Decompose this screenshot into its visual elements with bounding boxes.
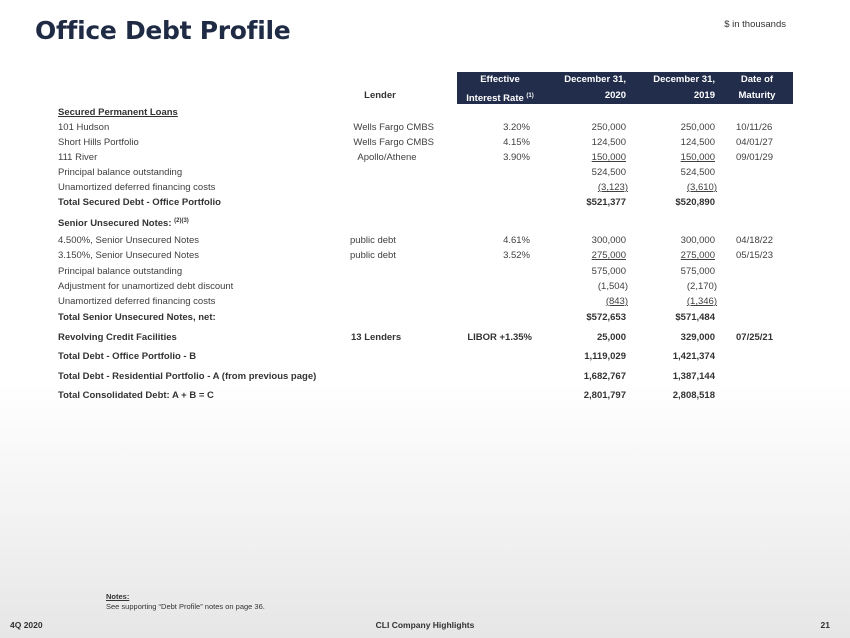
page-title: Office Debt Profile — [35, 16, 291, 45]
footer-period: 4Q 2020 — [10, 620, 43, 630]
footer-title: CLI Company Highlights — [375, 620, 475, 630]
header-rate — [457, 72, 543, 107]
header-maturity: Date of Maturity — [738, 74, 776, 101]
footnote-2-3: (2)(3) — [174, 218, 189, 224]
notes-heading: Notes: — [106, 592, 130, 601]
header-rate-line2: Interest Rate $^{(1)}$ — [466, 93, 534, 105]
section-heading-unsecured: Senior Unsecured Notes: $^{(2)(3)}$ — [58, 218, 189, 230]
footnote-1: (1) — [526, 93, 534, 99]
section-heading-secured: Secured Permanent Loans — [58, 107, 178, 118]
header-rate-line1: Effective — [480, 74, 520, 85]
header-lender: Lender — [364, 90, 396, 101]
header-dec2020: December 31, 2020 — [564, 74, 626, 101]
notes-text: See supporting “Debt Profile” notes on page 36. — [106, 602, 265, 611]
units-note: $ in thousands — [724, 19, 786, 30]
header-dec2019: December 31, 2019 — [653, 74, 715, 101]
page-number: 21 — [820, 620, 830, 630]
